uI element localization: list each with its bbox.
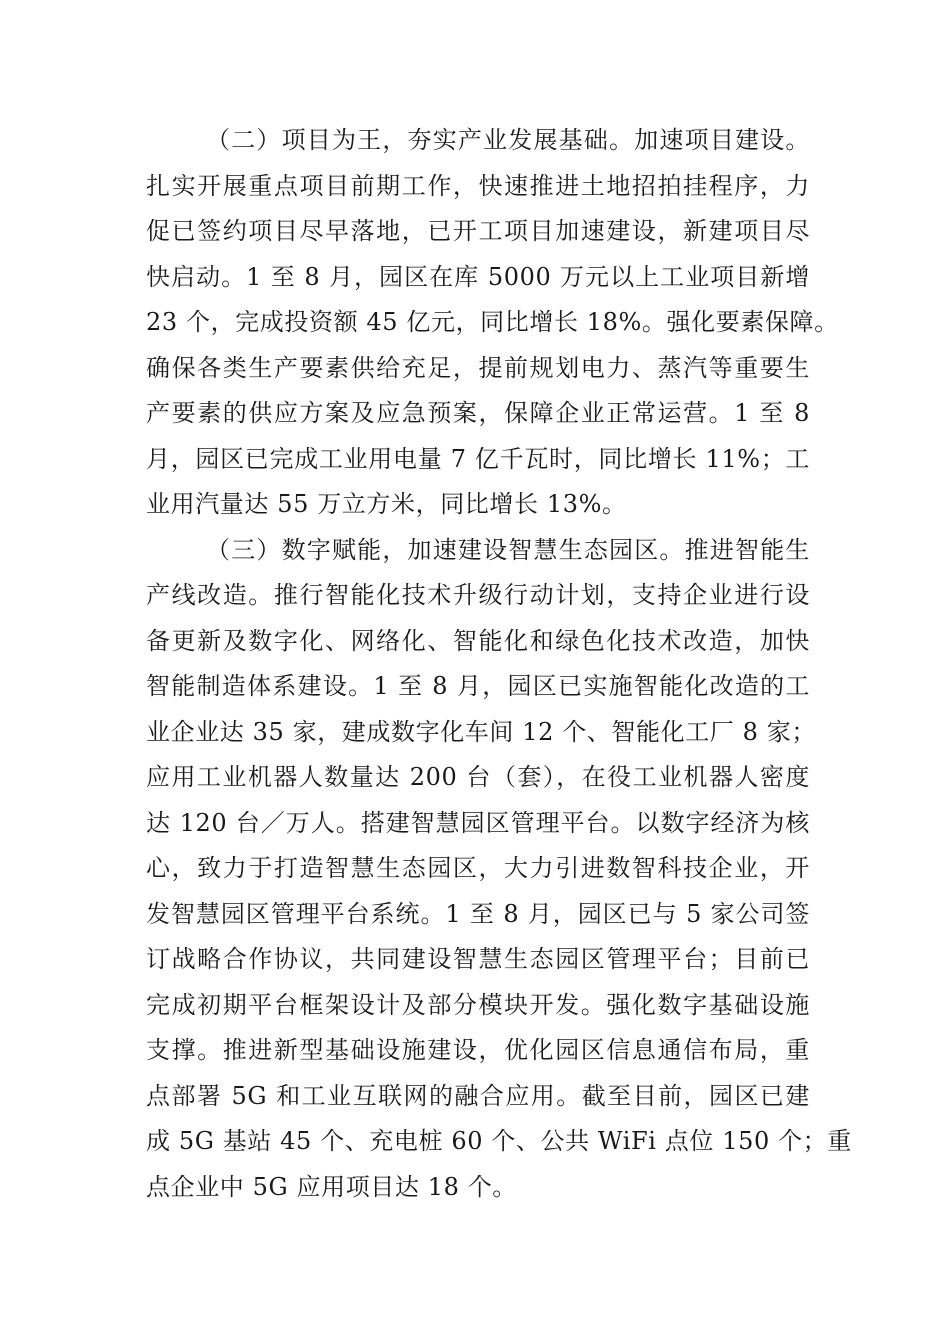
text-line: 应用工业机器人数量达 200 台（套），在役工业机器人密度 [146, 763, 810, 791]
text-line: 达 120 台／万人。搭建智慧园区管理平台。以数字经济为核 [146, 808, 810, 837]
text-line: 点部署 5G 和工业互联网的融合应用。截至目前，园区已建 [146, 1081, 810, 1110]
text-line: 业用汽量达 55 万立方米，同比增长 13%。 [146, 490, 627, 518]
text-line: 产线改造。推行智能化技术升级行动计划，支持企业进行设 [146, 581, 810, 609]
text-line: 月，园区已完成工业用电量 7 亿千瓦时，同比增长 11%；工 [146, 444, 810, 473]
text-line: 心，致力于打造智慧生态园区，大力引进数智科技企业，开 [146, 854, 810, 882]
text-line: （二）项目为王，夯实产业发展基础。加速项目建设。 [206, 126, 810, 154]
paragraph-digital-empowerment [146, 528, 852, 1211]
text-line: 完成初期平台框架设计及部分模块开发。强化数字基础设施 [146, 990, 810, 1019]
text-line: 扎实开展重点项目前期工作，快速推进土地招拍挂程序，力 [146, 171, 810, 200]
text-line: （三）数字赋能，加速建设智慧生态园区。推进智能生 [206, 535, 810, 564]
text-line: 智能制造体系建设。1 至 8 月，园区已实施智能化改造的工 [146, 672, 810, 700]
text-line: 发智慧园区管理平台系统。1 至 8 月，园区已与 5 家公司签 [146, 899, 810, 928]
text-line: 成 5G 基站 45 个、充电桩 60 个、公共 WiFi 点位 150 个；重 [146, 1127, 852, 1155]
text-line: 业企业达 35 家，建成数字化车间 12 个、智能化工厂 8 家； [146, 717, 816, 746]
text-line: 产要素的供应方案及应急预案，保障企业正常运营。1 至 8 [146, 399, 810, 427]
text-line: 支撑。推进新型基础设施建设，优化园区信息通信布局，重 [146, 1036, 810, 1064]
paragraph-project-king [146, 118, 839, 528]
text-line: 备更新及数字化、网络化、智能化和绿色化技术改造，加快 [146, 626, 810, 655]
text-line: 确保各类生产要素供给充足，提前规划电力、蒸汽等重要生 [146, 353, 810, 382]
document-body [146, 118, 852, 1210]
text-line: 快启动。1 至 8 月，园区在库 5000 万元以上工业项目新增 [146, 262, 810, 291]
text-line: 订战略合作协议，共同建设智慧生态园区管理平台；目前已 [146, 945, 810, 973]
text-line: 点企业中 5G 应用项目达 18 个。 [146, 1172, 517, 1201]
text-line: 23 个，完成投资额 45 亿元，同比增长 18%。强化要素保障。 [146, 308, 839, 336]
text-line: 促已签约项目尽早落地，已开工项目加速建设，新建项目尽 [146, 217, 810, 245]
